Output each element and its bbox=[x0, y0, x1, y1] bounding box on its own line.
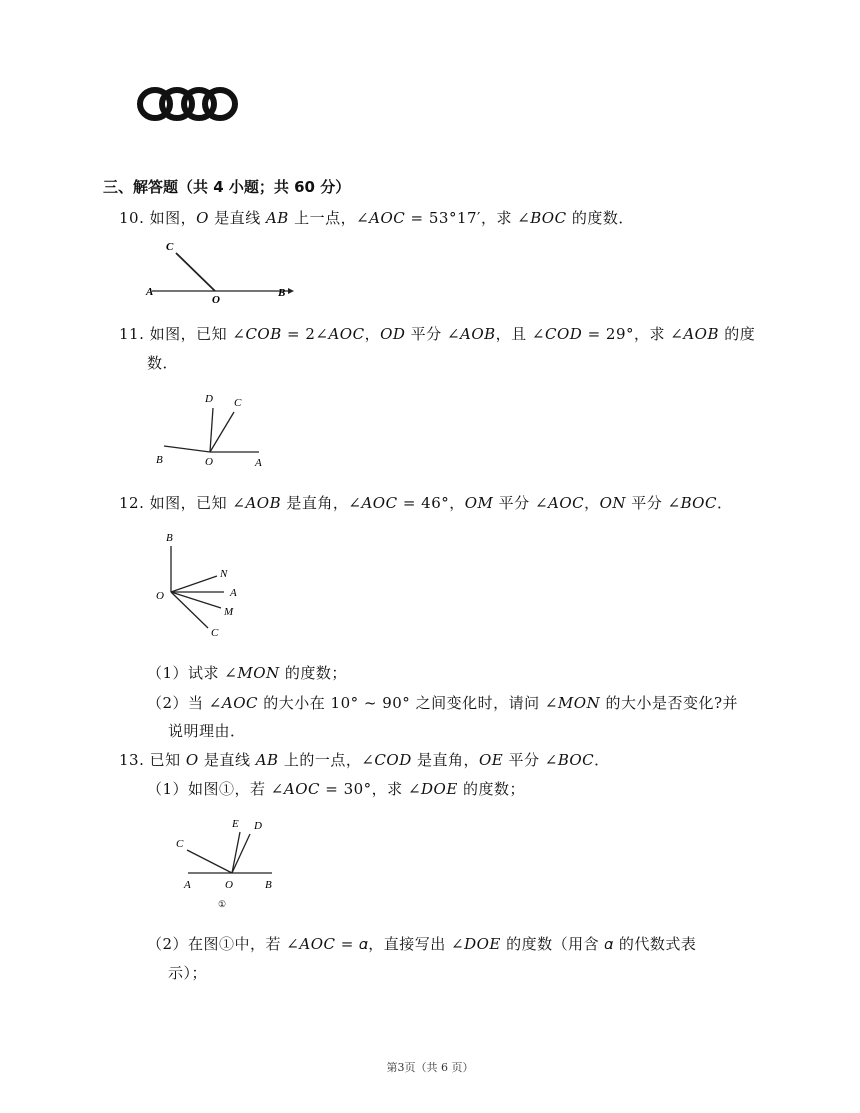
q10-label-a: A bbox=[146, 286, 154, 298]
q11-label-b: B bbox=[156, 454, 163, 466]
question-12-sub-2-line-1: （2）当 ∠𝐴𝑂𝐶 的大小在 10° ~ 90° 之间变化时，请问 ∠𝑀𝑂𝑁 的大小是否变化?并 bbox=[147, 694, 738, 712]
q12-label-m: M bbox=[224, 606, 234, 618]
q12-label-c: C bbox=[211, 627, 219, 639]
page-footer: 第3页（共 6 页） bbox=[386, 1061, 474, 1074]
q13-label-a: A bbox=[184, 879, 191, 891]
four-rings-logo bbox=[136, 84, 238, 124]
q12-label-n: N bbox=[220, 568, 228, 580]
q10-label-b: B bbox=[278, 287, 286, 299]
q13-label-c: C bbox=[176, 838, 184, 850]
question-12-sub-1: （1）试求 ∠𝑀𝑂𝑁 的度数； bbox=[147, 664, 347, 682]
q12-label-a: A bbox=[230, 587, 237, 599]
question-13-text: 13. 已知 𝑂 是直线 𝐴𝐵 上的一点，∠𝐶𝑂𝐷 是直角，𝑂𝐸 平分 ∠𝐵𝑂𝐶． bbox=[119, 751, 610, 769]
q13-label-o: O bbox=[225, 879, 233, 891]
q10-label-o: O bbox=[212, 294, 220, 306]
q12-label-b: B bbox=[166, 532, 173, 544]
question-10-text: 10. 如图，𝑂 是直线 𝐴𝐵 上一点，∠𝐴𝑂𝐶 = 53°17′，求 ∠𝐵𝑂𝐶 的度数． bbox=[119, 209, 634, 227]
question-12-text: 12. 如图，已知 ∠𝐴𝑂𝐵 是直角，∠𝐴𝑂𝐶 = 46°，𝑂𝑀 平分 ∠𝐴𝑂𝐶，𝑂𝑁 平分 ∠𝐵𝑂𝐶． bbox=[119, 494, 733, 512]
q11-label-o: O bbox=[205, 456, 213, 468]
question-11-line-2: 数． bbox=[147, 354, 179, 372]
figure-q13 bbox=[170, 812, 290, 912]
question-13-sub-1: （1）如图①，若 ∠𝐴𝑂𝐶 = 30°，求 ∠𝐷𝑂𝐸 的度数； bbox=[147, 780, 526, 798]
question-11-line-1: 11. 如图，已知 ∠𝐶𝑂𝐵 = 2∠𝐴𝑂𝐶，𝑂𝐷 平分 ∠𝐴𝑂𝐵，且 ∠𝐶𝑂𝐷 = 29°，求 ∠𝐴𝑂𝐵 的度 bbox=[119, 325, 756, 343]
figure-q11 bbox=[150, 388, 275, 472]
q13-label-e: E bbox=[232, 818, 239, 830]
question-13-sub-2-line-1: （2）在图①中，若 ∠𝐴𝑂𝐶 = 𝛼，直接写出 ∠𝐷𝑂𝐸 的度数（用含 𝛼 的代数式表 bbox=[147, 935, 697, 953]
q13-figure-caption: ① bbox=[218, 899, 227, 909]
figure-q12 bbox=[150, 528, 250, 642]
q10-label-c: C bbox=[166, 241, 174, 253]
q12-label-o: O bbox=[156, 590, 164, 602]
q11-label-d: D bbox=[205, 393, 213, 405]
q11-label-c: C bbox=[234, 397, 242, 409]
figure-q10 bbox=[140, 234, 300, 308]
q13-label-d: D bbox=[254, 820, 262, 832]
question-12-sub-2-line-2: 说明理由． bbox=[168, 722, 246, 740]
section-title: 三、解答题（共 4 小题；共 60 分） bbox=[103, 178, 351, 196]
q13-label-b: B bbox=[265, 879, 272, 891]
question-13-sub-2-line-2: 示）； bbox=[168, 964, 208, 982]
q11-label-a: A bbox=[255, 457, 262, 469]
